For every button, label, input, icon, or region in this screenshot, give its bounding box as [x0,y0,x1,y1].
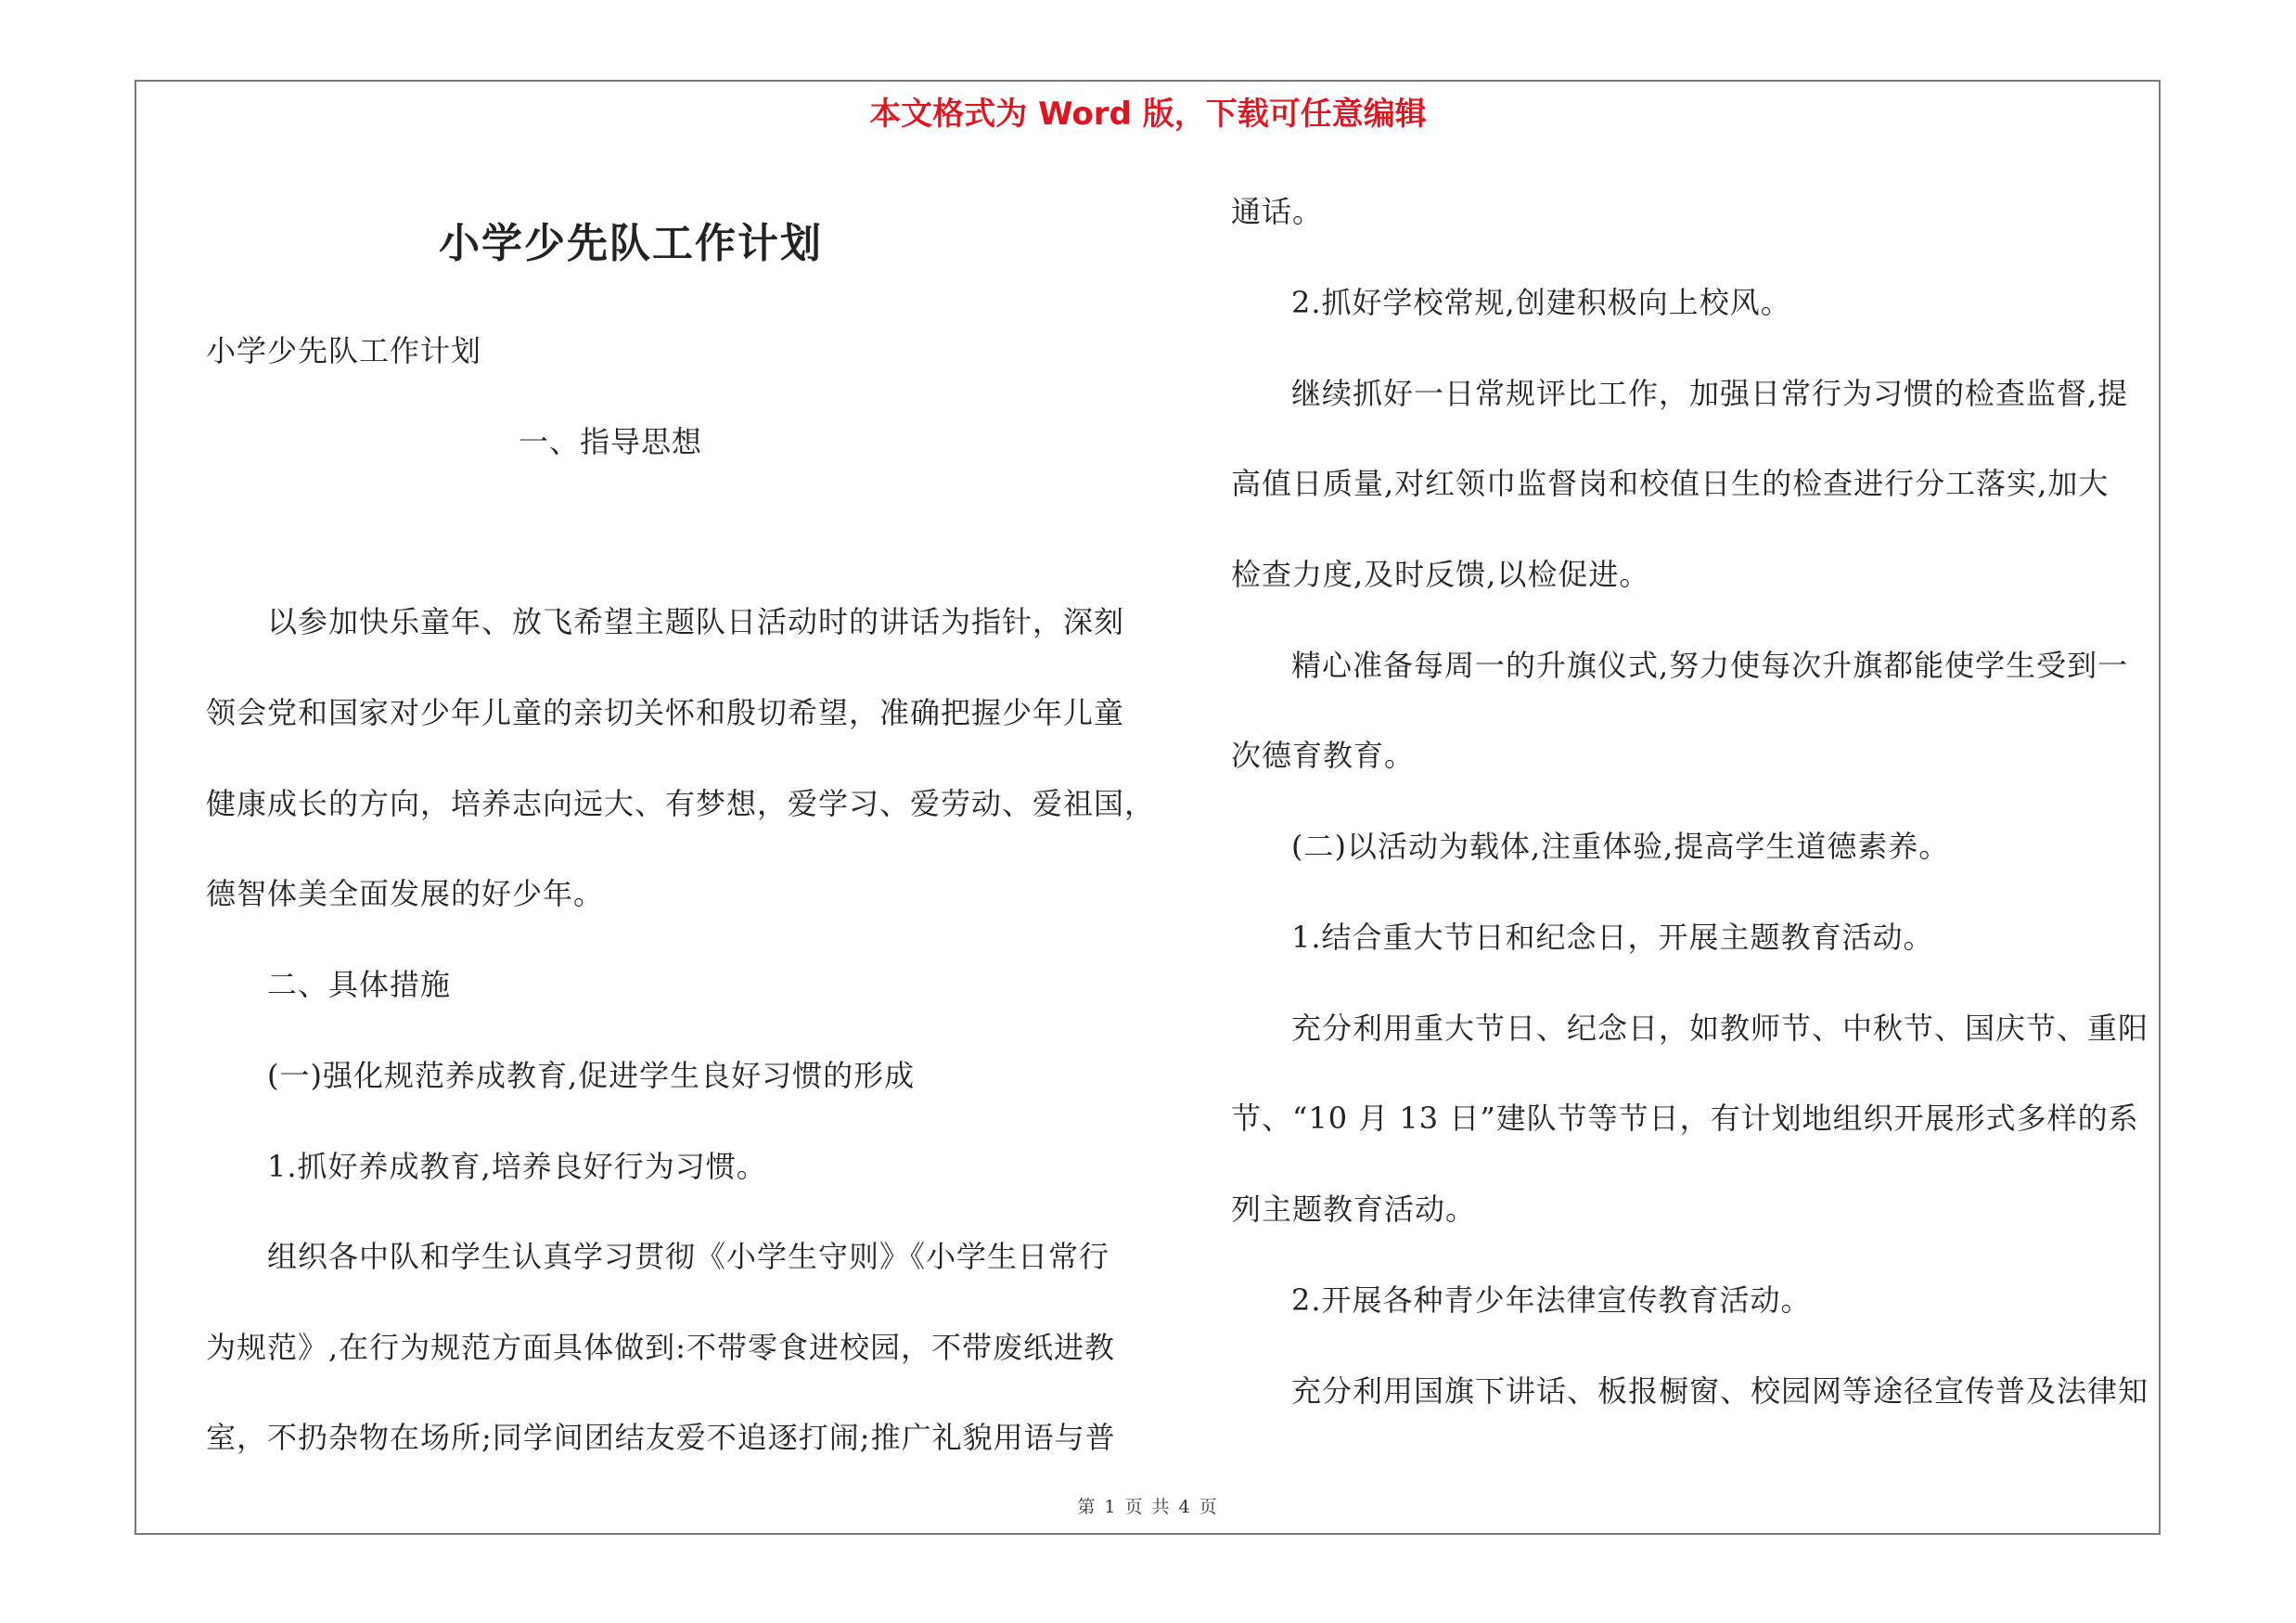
left-line: 小学少先队工作计划 [206,333,482,368]
right-line: 列主题教育活动。 [1231,1191,1477,1227]
right-line: 充分利用重大节日、纪念日，如教师节、中秋节、国庆节、重阳 [1291,1011,2149,1046]
right-line: 高值日质量,对红领巾监督岗和校值日生的检查进行分工落实,加大 [1231,466,2110,501]
right-line: 通话。 [1231,194,1324,229]
left-line: 为规范》,在行为规范方面具体做到:不带零食进校园，不带废纸进教 [206,1330,1115,1365]
right-line: 继续抓好一日常规评比工作，加强日常行为习惯的检查监督,提 [1291,376,2129,411]
right-line: 检查力度,及时反馈,以检促进。 [1231,557,1650,592]
right-line: 2.开展各种青少年法律宣传教育活动。 [1291,1282,1812,1318]
right-line: 精心准备每周一的升旗仪式,努力使每次升旗都能使学生受到一 [1291,648,2129,683]
left-line: 健康成长的方向，培养志向远大、有梦想，爱学习、爱劳动、爱祖国， [206,786,1156,821]
section-heading: 一、指导思想 [519,424,703,459]
left-line: 组织各中队和学生认真学习贯彻《小学生守则》《小学生日常行 [267,1239,1110,1274]
left-line: 1.抓好养成教育,培养良好行为习惯。 [267,1149,767,1184]
right-line: 充分利用国旗下讲话、板报橱窗、校园网等途径宣传普及法律知 [1291,1373,2149,1409]
left-line: 领会党和国家对少年儿童的亲切关怀和殷切希望，准确把握少年儿童 [206,695,1125,730]
left-line: 室，不扔杂物在场所;同学间团结友爱不追逐打闹;推广礼貌用语与普 [206,1420,1116,1455]
page-footer: 第 1 页 共 4 页 [1077,1497,1219,1517]
right-line: 2.抓好学校常规,创建积极向上校风。 [1291,285,1791,320]
right-line: 节、“10 月 13 日”建队节等节日，有计划地组织开展形式多样的系 [1231,1101,2139,1136]
document-title: 小学少先队工作计划 [439,220,823,267]
left-line: 德智体美全面发展的好少年。 [206,876,605,911]
left-line: (一)强化规范养成教育,促进学生良好习惯的形成 [267,1058,916,1093]
right-line: 1.结合重大节日和纪念日，开展主题教育活动。 [1291,920,1934,955]
right-line: 次德育教育。 [1231,738,1416,773]
section-heading: 二、具体措施 [267,967,452,1002]
right-line: (二)以活动为载体,注重体验,提高学生道德素养。 [1291,829,1950,864]
left-line: 以参加快乐童年、放飞希望主题队日活动时的讲话为指针，深刻 [267,604,1125,639]
format-banner: 本文格式为 Word 版，下载可任意编辑 [869,96,1427,133]
